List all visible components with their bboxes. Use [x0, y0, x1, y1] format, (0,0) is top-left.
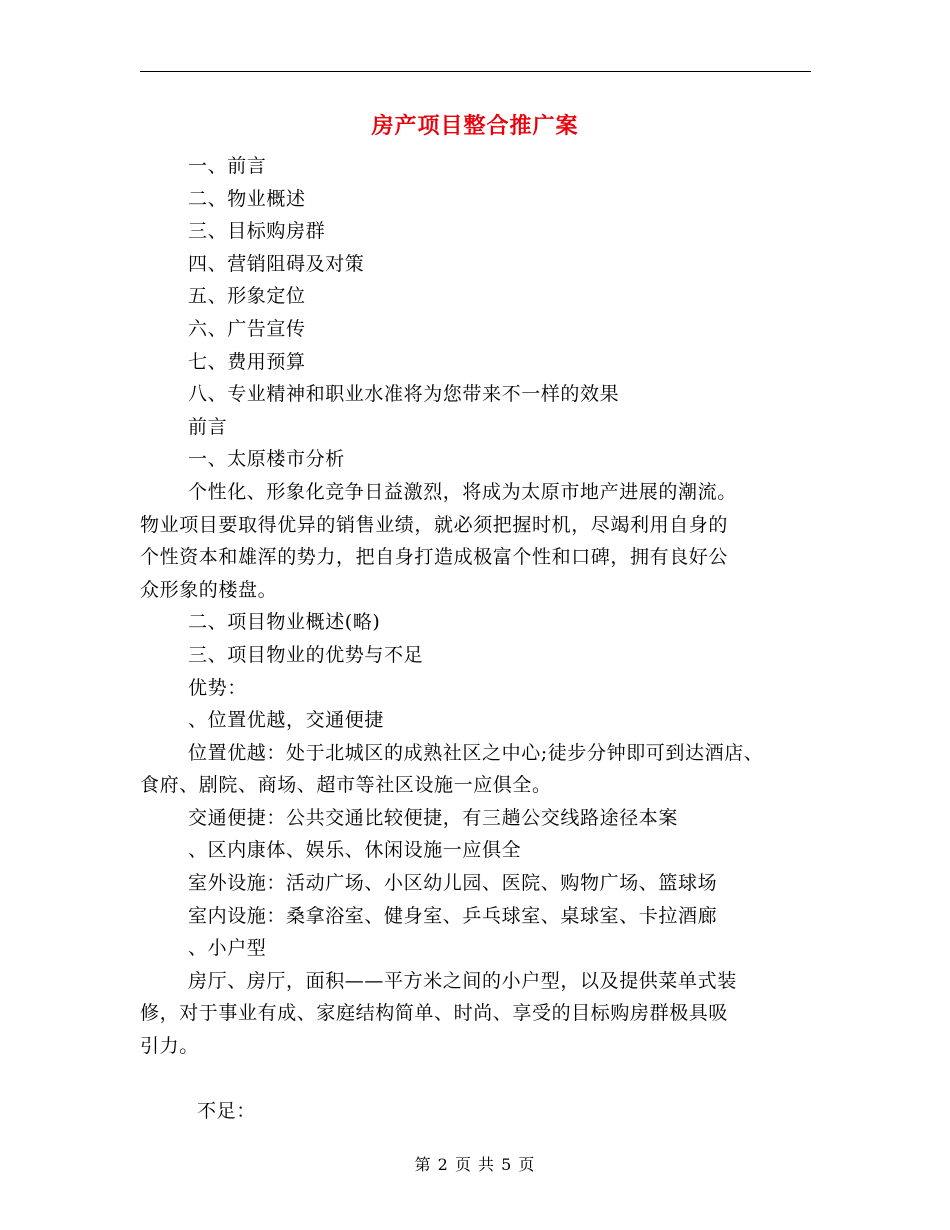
header-rule [140, 71, 811, 72]
paragraph-line: 个性资本和雄浑的势力，把自身打造成极富个性和口碑，拥有良好公 [140, 546, 729, 569]
paragraph-line: 交通便捷：公共交通比较便捷，有三趟公交线路途径本案 [188, 806, 679, 829]
paragraph-line: 房厅、房厅，面积——平方米之间的小户型，以及提供菜单式装 [188, 969, 737, 992]
subsection-heading: 、区内康体、娱乐、休闲设施一应俱全 [188, 839, 522, 862]
toc-item: 四、营销阻碍及对策 [188, 252, 365, 275]
toc-item: 二、物业概述 [188, 187, 306, 210]
paragraph-line: 修，对于事业有成、家庭结构简单、时尚、享受的目标购房群极具吸 [140, 1002, 729, 1025]
paragraph-line: 众形象的楼盘。 [140, 578, 278, 601]
section-heading: 二、项目物业概述(略) [188, 611, 381, 634]
toc-item: 三、目标购房群 [188, 220, 326, 243]
paragraph-line: 室内设施：桑拿浴室、健身室、乒乓球室、桌球室、卡拉酒廊 [188, 904, 718, 927]
toc-item: 八、专业精神和职业水准将为您带来不一样的效果 [188, 383, 620, 406]
section-heading: 三、项目物业的优势与不足 [188, 643, 424, 666]
section-heading: 一、太原楼市分析 [188, 448, 345, 471]
toc-item: 一、前言 [188, 155, 267, 177]
paragraph-line: 食府、剧院、商场、超市等社区设施一应俱全。 [140, 774, 552, 797]
blank-line [140, 1063, 830, 1096]
paragraph-line: 室外设施：活动广场、小区幼儿园、医院、购物广场、篮球场 [188, 872, 718, 895]
toc-item: 六、广告宣传 [188, 317, 306, 340]
subsection-heading: 、位置优越，交通便捷 [188, 709, 385, 732]
subsection-heading: 优势： [188, 676, 247, 699]
subsection-heading: 不足： [197, 1100, 256, 1123]
document-title: 房产项目整合推广案 [371, 113, 579, 139]
paragraph-line: 物业项目要取得优异的销售业绩，就必须把握时机，尽竭利用自身的 [140, 513, 729, 536]
paragraph-line: 位置优越：处于北城区的成熟社区之中心;徒步分钟即可到达酒店、 [188, 741, 764, 764]
paragraph-line: 个性化、形象化竞争日益激烈，将成为太原市地产进展的潮流。 [188, 480, 737, 503]
document-body [140, 150, 830, 1128]
paragraph-line: 引力。 [140, 1035, 199, 1058]
subsection-heading: 、小户型 [188, 937, 267, 960]
page-number: 第 2 页 共 5 页 [414, 1155, 536, 1174]
section-heading: 前言 [188, 415, 228, 438]
toc-item: 七、费用预算 [188, 350, 306, 373]
toc-item: 五、形象定位 [188, 285, 306, 308]
